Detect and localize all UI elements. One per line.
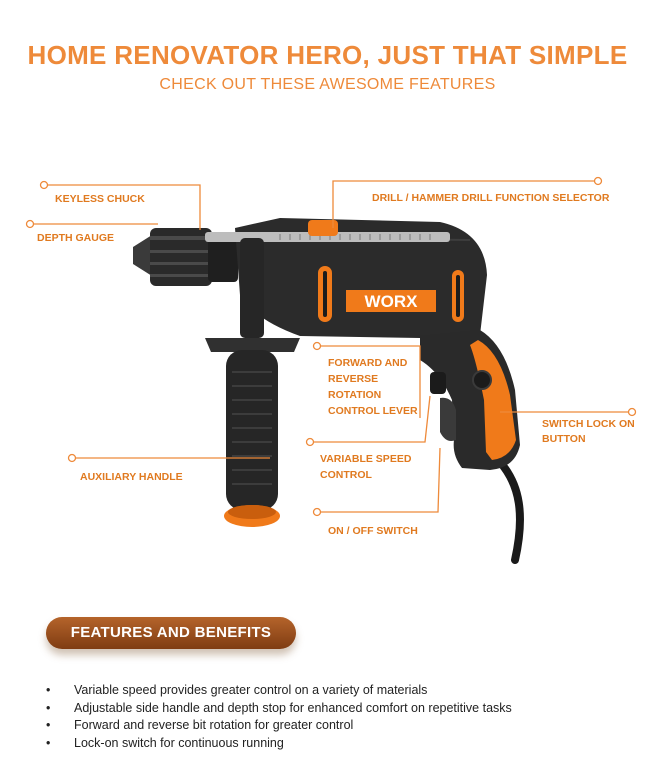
svg-text:CONTROL: CONTROL [320,469,372,481]
drill-illustration [133,218,520,560]
callout-depth-gauge: DEPTH GAUGE [37,232,115,244]
callout-function-selector: DRILL / HAMMER DRILL FUNCTION SELECTOR [372,192,610,204]
svg-text:VARIABLE SPEED: VARIABLE SPEED [320,453,412,465]
svg-text:ROTATION: ROTATION [328,389,382,401]
bullet-icon: • [46,700,51,715]
svg-text:SWITCH LOCK ON: SWITCH LOCK ON [542,418,635,430]
callout-rotation-lever [328,357,418,417]
worx-logo: WORX [364,292,418,311]
callout-switch-lock [542,418,635,445]
features-list [40,682,512,752]
svg-text:REVERSE: REVERSE [328,373,379,385]
list-item: • Forward and reverse bit rotation for greater control [40,717,512,735]
list-item: • Variable speed provides greater control on a variety of materials [40,682,512,700]
bullet-icon: • [46,718,51,732]
svg-text:CONTROL LEVER: CONTROL LEVER [328,405,418,417]
bullet-icon: • [46,735,51,750]
svg-text:FORWARD AND: FORWARD AND [328,357,408,369]
callout-variable-speed [320,453,412,481]
page-subtitle: CHECK OUT THESE AWESOME FEATURES [159,76,496,93]
features-banner: FEATURES AND BENEFITS [46,617,296,649]
bullet-icon: • [46,683,51,697]
callout-auxiliary-handle: AUXILIARY HANDLE [80,471,183,483]
list-item: • Lock-on switch for continuous running [40,735,512,753]
page-title: HOME RENOVATOR HERO, JUST THAT SIMPLE [27,40,628,70]
callout-on-off-switch: ON / OFF SWITCH [328,525,418,537]
callout-keyless-chuck: KEYLESS CHUCK [55,193,145,205]
list-item: • Adjustable side handle and depth stop for enhanced comfort on repetitive tasks [40,700,512,718]
svg-text:BUTTON: BUTTON [542,433,586,445]
